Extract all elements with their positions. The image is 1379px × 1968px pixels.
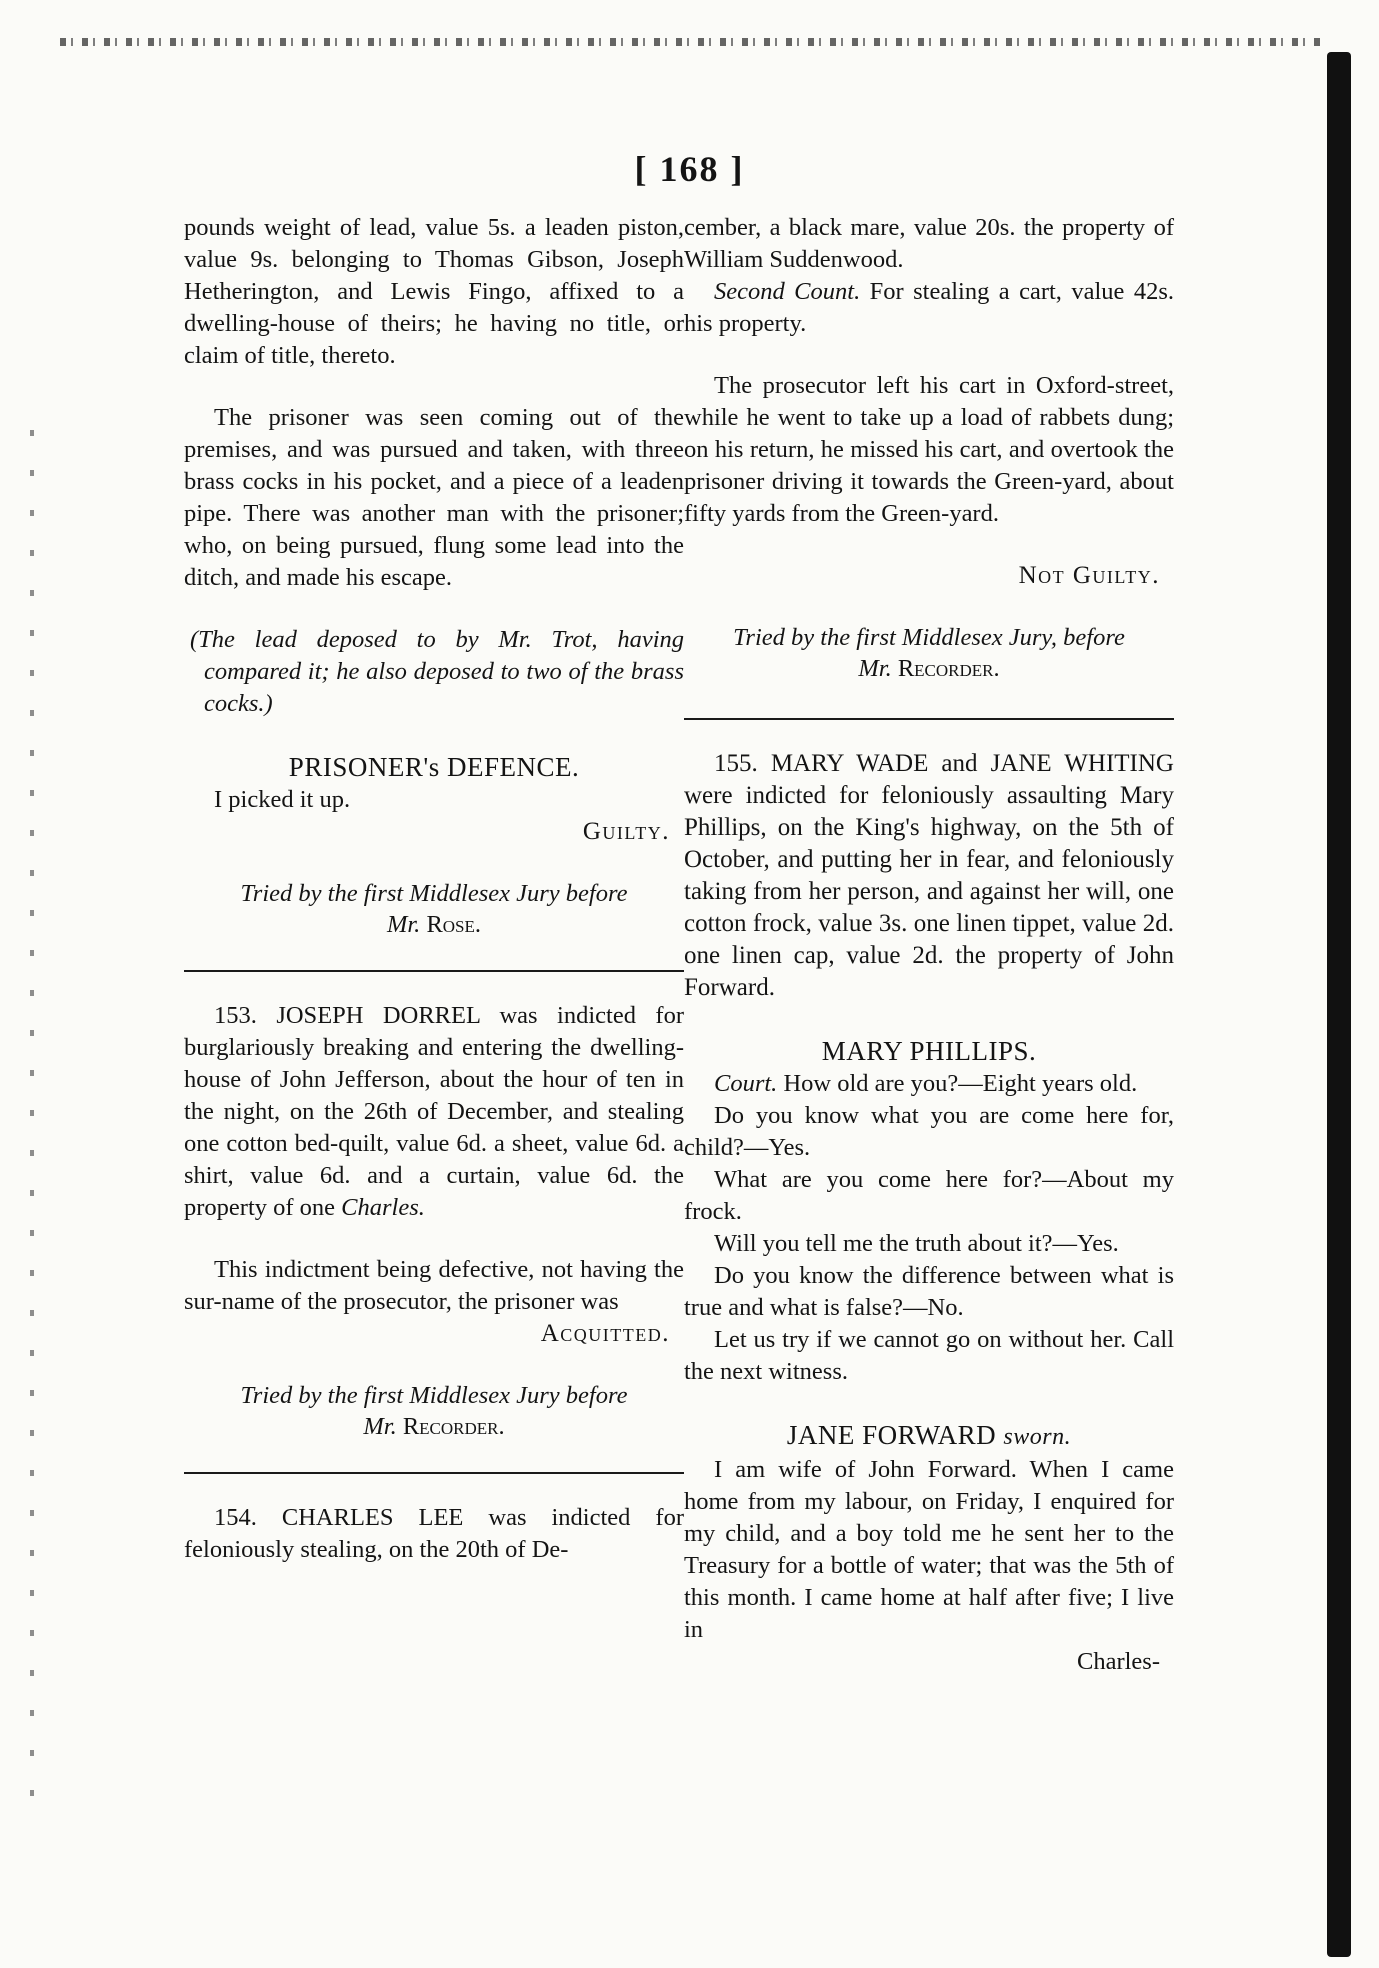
case-153-name: Charles. [341, 1194, 425, 1221]
defence-text: I picked it up. [214, 786, 351, 813]
witness-jane-forward-heading [684, 1418, 1174, 1454]
qa-prefix: Court. [714, 1070, 778, 1097]
qa-line [684, 1068, 1174, 1100]
left-column [184, 212, 684, 1566]
witness-name: JANE FORWARD [786, 1420, 997, 1450]
second-count-text: For stealing a cart, value 42s. his property. [684, 278, 1174, 337]
case-154-second-count [684, 276, 1174, 340]
qa-line: Do you know what you are come here for, child?—Yes. [684, 1102, 1174, 1161]
case-152-fragment: pounds weight of lead, value 5s. a leaden piston, value 9s. belonging to Thomas Gibson, Joseph Hetherington, and Lewis Fingo, affixed to a dwelling-house of theirs; he having no title, or claim of title, thereto. [184, 214, 684, 369]
catchword: Charles- [1077, 1648, 1160, 1675]
tried-154 [684, 622, 1174, 684]
jane-forward-testimony: I am wife of John Forward. When I came home from my labour, on Friday, I enquired for my child, and a boy told me he sent her to the Treasury for a bottle of water; that was the 5th of this month. I came home at half after five; I live in [684, 1456, 1174, 1643]
verdict-153: Acquitted. [540, 1320, 670, 1347]
tried-152-line1: Tried by the first Middlesex Jury before [240, 880, 628, 907]
case-152-note: (The lead deposed to by Mr. Trot, having compared it; he also deposed to two of the brass cocks.) [190, 626, 684, 717]
tried-153-judge: Recorder. [402, 1413, 505, 1440]
qa-text: How old are you?—Eight years old. [783, 1070, 1138, 1097]
qa-line: Let us try if we cannot go on without her. Call the next witness. [684, 1326, 1174, 1385]
witness-mary-phillips-heading: MARY PHILLIPS. [821, 1036, 1037, 1066]
verdict-152: Guilty. [582, 818, 670, 845]
witness-sworn: sworn. [1003, 1424, 1072, 1450]
right-column [684, 212, 1174, 1678]
case-153-text: 153. JOSEPH DORREL was indicted for burglariously breaking and entering the dwelling-house of John Jefferson, about the hour of ten in the night, on the 26th of December, and stealing one cotton bed-quilt, value 6d. a sheet, value 6d. a shirt, value 6d. and a curtain, value 6d. the property of one [184, 1002, 684, 1221]
tried-154-line1: Tried by the first Middlesex Jury, before [733, 624, 1125, 651]
defence-heading: PRISONER's DEFENCE. [288, 752, 580, 782]
section-rule [684, 718, 1174, 720]
qa-line: Will you tell me the truth about it?—Yes. [714, 1230, 1119, 1257]
qa-line: Do you know the difference between what is true and what is false?—No. [684, 1262, 1174, 1321]
case-152-evidence: The prisoner was seen coming out of the premises, and was pursued and taken, with three brass cocks in his pocket, and a piece of a leaden pipe. There was another man with the prisoner; who, on being pursued, flung some lead into the ditch, and made his escape. [184, 404, 684, 591]
tried-153-prefix: Mr. [363, 1413, 397, 1440]
case-154-evidence: The prosecutor left his cart in Oxford-street, while he went to take up a load of rabbets dung; on his return, he missed his cart, and overtook the prisoner driving it towards the Green-yard, about fifty yards from the Green-yard. [684, 372, 1174, 527]
tried-153 [184, 1380, 684, 1442]
qa-line: What are you come here for?—About my frock. [684, 1166, 1174, 1225]
tried-154-prefix: Mr. [858, 655, 892, 682]
verdict-154: Not Guilty. [1018, 562, 1160, 589]
scan-artifact-left-edge [30, 430, 34, 1810]
tried-152-judge: Rose. [426, 911, 482, 938]
page-number: [ 168 ] [634, 149, 745, 189]
tried-153-line1: Tried by the first Middlesex Jury before [240, 1382, 628, 1409]
scan-artifact-right-edge [1327, 52, 1351, 1957]
case-153-outcome: This indictment being defective, not having the sur-name of the prosecutor, the prisoner was [184, 1256, 684, 1315]
case-153 [184, 1000, 684, 1224]
case-154-start: 154. CHARLES LEE was indicted for feloniously stealing, on the 20th of De- [184, 1504, 684, 1563]
tried-154-judge: Recorder. [897, 655, 1000, 682]
section-rule [184, 970, 684, 972]
second-count-label: Second Count. [714, 278, 861, 305]
qa-list [684, 1068, 1174, 1388]
tried-152-prefix: Mr. [386, 911, 421, 938]
section-rule [184, 1472, 684, 1474]
case-155: 155. MARY WADE and JANE WHITING were indicted for feloniously assaulting Mary Phillips, on the King's highway, on the 5th of October, and putting her in fear, and feloniously taking from her person, and against her will, one cotton frock, value 3s. one linen tippet, value 2d. one linen cap, value 2d. the property of John Forward. [684, 750, 1174, 1001]
case-154-continuation: cember, a black mare, value 20s. the property of William Suddenwood. [684, 214, 1174, 273]
scan-artifact-top [60, 38, 1320, 46]
tried-152 [184, 878, 684, 940]
